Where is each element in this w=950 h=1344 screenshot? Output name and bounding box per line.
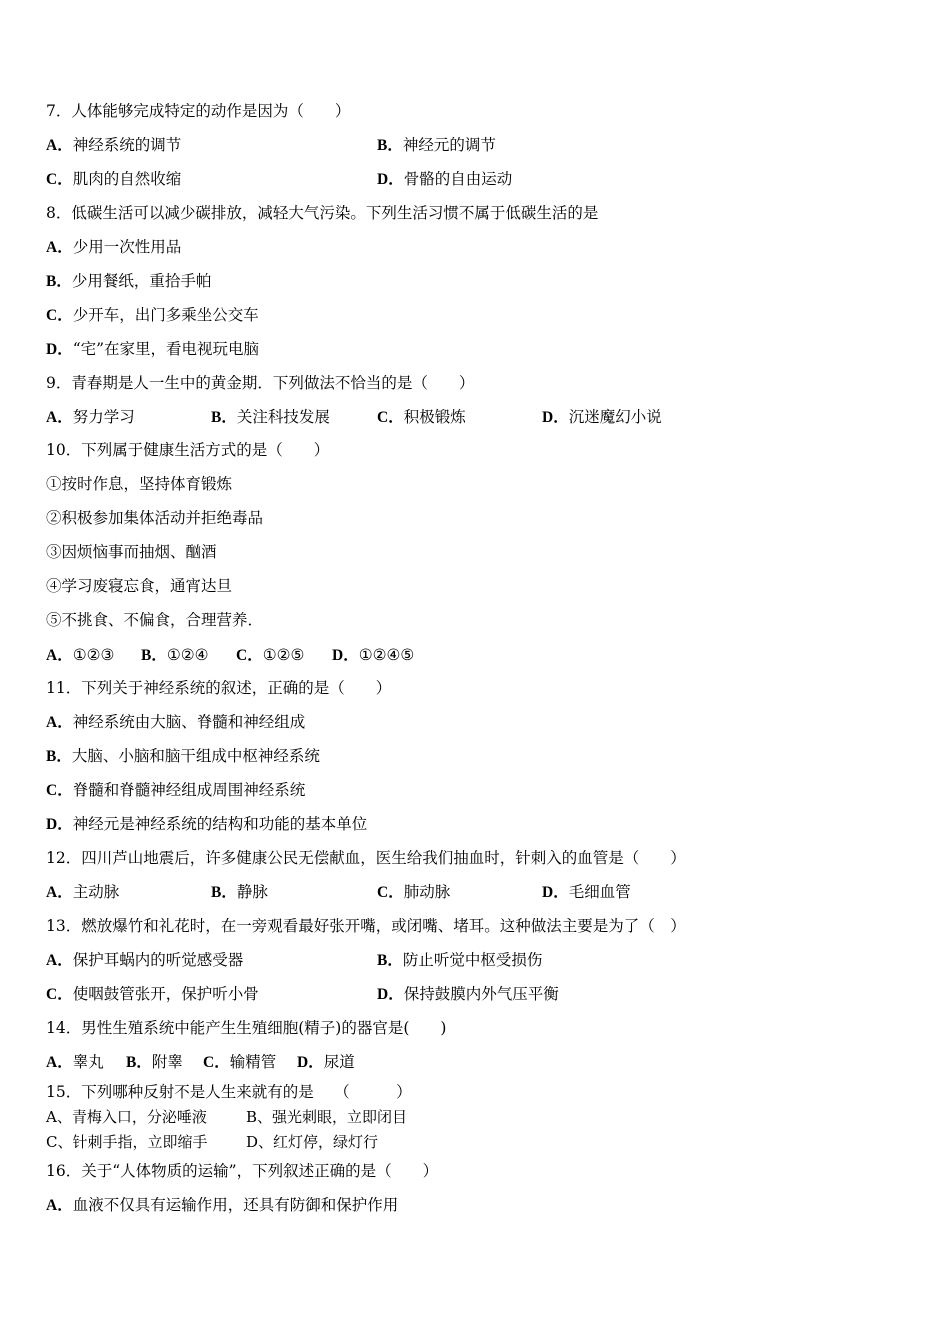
option-text: 神经元的调节 — [402, 136, 496, 154]
option-letter: A． — [46, 952, 73, 969]
option-letter: B． — [211, 884, 237, 901]
option-text: 保护耳蜗内的听觉感受器 — [72, 951, 244, 969]
option-text: 保持鼓膜内外气压平衡 — [403, 985, 559, 1003]
question-12-option-d[interactable] — [542, 882, 631, 903]
question-10-item: ④学习废寝忘食，通宵达旦 — [46, 577, 233, 595]
option-letter: D． — [377, 171, 404, 188]
question-13-option-a[interactable] — [46, 950, 243, 971]
option-text: 尿道 — [323, 1053, 355, 1071]
option-text: ①②④ — [166, 646, 209, 664]
option-letter: B． — [377, 952, 403, 969]
question-10-item: ①按时作息，坚持体育锻炼 — [46, 475, 233, 493]
option-text: 努力学习 — [72, 408, 135, 426]
option-letter: D． — [332, 647, 359, 664]
option-letter: D． — [542, 884, 569, 901]
question-12-option-c[interactable] — [377, 882, 450, 903]
question-13-option-d[interactable] — [377, 984, 559, 1005]
option-text: 少开车，出门多乘坐公交车 — [72, 306, 259, 324]
option-text: 睾丸 — [72, 1053, 104, 1071]
question-9-option-a[interactable] — [46, 407, 135, 428]
question-15-option-c[interactable]: C、针刺手指，立即缩手 — [46, 1133, 208, 1151]
question-10-option-d[interactable] — [332, 645, 414, 666]
question-14-option-a[interactable] — [46, 1052, 104, 1073]
option-text: 肺动脉 — [403, 883, 451, 901]
option-letter: A． — [46, 409, 73, 426]
question-7-stem: 7．人体能够完成特定的动作是因为（ ） — [46, 102, 351, 120]
option-text: 肌肉的自然收缩 — [72, 170, 182, 188]
option-text: 主动脉 — [72, 883, 120, 901]
question-10-option-b[interactable] — [141, 645, 209, 666]
question-10-item: ③因烦恼事而抽烟、酗酒 — [46, 543, 217, 561]
option-text: ①②④⑤ — [358, 646, 415, 664]
question-8-option-a[interactable] — [46, 237, 181, 258]
option-letter: C． — [46, 782, 73, 799]
question-14-option-c[interactable] — [203, 1052, 276, 1073]
option-letter: B． — [46, 273, 72, 290]
question-10-stem: 10．下列属于健康生活方式的是（ ） — [46, 441, 330, 459]
question-11-option-a[interactable] — [46, 712, 305, 733]
question-7-option-c[interactable] — [46, 169, 181, 190]
question-10-option-c[interactable] — [236, 645, 304, 666]
question-13-stem: 13．燃放爆竹和礼花时，在一旁观看最好张开嘴，或闭嘴、堵耳。这种做法主要是为了（ ） — [46, 917, 686, 935]
question-7-option-a[interactable] — [46, 135, 181, 156]
question-16-option-a[interactable] — [46, 1195, 398, 1216]
question-16-stem: 16．关于“人体物质的运输”，下列叙述正确的是（ ） — [46, 1162, 439, 1180]
question-11-option-d[interactable] — [46, 814, 367, 835]
question-14-option-b[interactable] — [126, 1052, 183, 1073]
question-13-option-c[interactable] — [46, 984, 259, 1005]
option-letter: C． — [236, 647, 263, 664]
option-letter: C． — [203, 1054, 230, 1071]
option-letter: C． — [46, 307, 73, 324]
option-letter: D． — [542, 409, 569, 426]
option-text: 脊髓和脊髓神经组成周围神经系统 — [72, 781, 306, 799]
option-letter: A． — [46, 1054, 73, 1071]
option-text: 少用一次性用品 — [72, 238, 182, 256]
question-10-item: ⑤不挑食、不偏食，合理营养． — [46, 611, 264, 629]
option-text: 防止听觉中枢受损伤 — [402, 951, 543, 969]
question-11-option-c[interactable] — [46, 780, 305, 801]
question-12-option-a[interactable] — [46, 882, 119, 903]
option-letter: D． — [46, 816, 73, 833]
question-7-option-b[interactable] — [377, 135, 496, 156]
question-15-option-b[interactable]: B、强光刺眼，立即闭目 — [246, 1108, 408, 1126]
question-9-option-d[interactable] — [542, 407, 662, 428]
question-11-stem: 11．下列关于神经系统的叙述，正确的是（ ） — [46, 679, 392, 697]
option-text: 大脑、小脑和脑干组成中枢神经系统 — [71, 747, 320, 765]
option-letter: A． — [46, 714, 73, 731]
question-8-option-d[interactable] — [46, 339, 259, 360]
question-11-option-b[interactable] — [46, 746, 320, 767]
question-14-option-d[interactable] — [297, 1052, 355, 1073]
question-15-option-a[interactable]: A、青梅入口，分泌唾液 — [46, 1108, 207, 1126]
option-text: 少用餐纸，重拾手帕 — [71, 272, 212, 290]
option-letter: B． — [211, 409, 237, 426]
question-14-stem: 14．男性生殖系统中能产生生殖细胞(精子)的器官是( ) — [46, 1019, 447, 1037]
option-letter: C． — [46, 171, 73, 188]
question-15-stem: 15．下列哪种反射不是人生来就有的是 （ ） — [46, 1083, 412, 1101]
option-text: 骨骼的自由运动 — [403, 170, 513, 188]
question-8-stem: 8．低碳生活可以减少碳排放，减轻大气污染。下列生活习惯不属于低碳生活的是 — [46, 204, 599, 222]
option-letter: A． — [46, 239, 73, 256]
question-8-option-b[interactable] — [46, 271, 211, 292]
question-9-stem: 9．青春期是人一生中的黄金期．下列做法不恰当的是（ ） — [46, 374, 475, 392]
option-letter: C． — [46, 986, 73, 1003]
question-12-option-b[interactable] — [211, 882, 268, 903]
question-10-option-a[interactable] — [46, 645, 114, 666]
option-text: ①②③ — [72, 646, 115, 664]
question-13-option-b[interactable] — [377, 950, 542, 971]
question-9-option-c[interactable] — [377, 407, 466, 428]
question-8-option-c[interactable] — [46, 305, 259, 326]
option-letter: B． — [377, 137, 403, 154]
option-text: 神经元是神经系统的结构和功能的基本单位 — [72, 815, 368, 833]
option-text: 静脉 — [236, 883, 268, 901]
option-text: 神经系统由大脑、脊髓和神经组成 — [72, 713, 306, 731]
option-text: 毛细血管 — [568, 883, 631, 901]
option-letter: D． — [377, 986, 404, 1003]
option-letter: B． — [46, 748, 72, 765]
option-text: 积极锻炼 — [403, 408, 466, 426]
question-7-option-d[interactable] — [377, 169, 512, 190]
option-text: “宅”在家里，看电视玩电脑 — [72, 340, 260, 358]
option-text: 输精管 — [229, 1053, 277, 1071]
option-letter: A． — [46, 1197, 73, 1214]
option-text: 附睾 — [151, 1053, 183, 1071]
option-text: 血液不仅具有运输作用，还具有防御和保护作用 — [72, 1196, 399, 1214]
question-12-stem: 12．四川芦山地震后，许多健康公民无偿献血，医生给我们抽血时，针刺入的血管是（ ） — [46, 849, 686, 867]
option-letter: A． — [46, 137, 73, 154]
option-text: 神经系统的调节 — [72, 136, 182, 154]
option-letter: D． — [297, 1054, 324, 1071]
option-text: 沉迷魔幻小说 — [568, 408, 662, 426]
option-text: 关注科技发展 — [236, 408, 330, 426]
option-letter: B． — [141, 647, 167, 664]
option-letter: A． — [46, 647, 73, 664]
question-10-item: ②积极参加集体活动并拒绝毒品 — [46, 509, 264, 527]
option-letter: C． — [377, 409, 404, 426]
question-15-option-d[interactable]: D、红灯停，绿灯行 — [246, 1133, 379, 1151]
option-letter: D． — [46, 341, 73, 358]
option-letter: B． — [126, 1054, 152, 1071]
option-letter: C． — [377, 884, 404, 901]
option-text: 使咽鼓管张开，保护听小骨 — [72, 985, 259, 1003]
question-9-option-b[interactable] — [211, 407, 330, 428]
option-text: ①②⑤ — [262, 646, 305, 664]
option-letter: A． — [46, 884, 73, 901]
